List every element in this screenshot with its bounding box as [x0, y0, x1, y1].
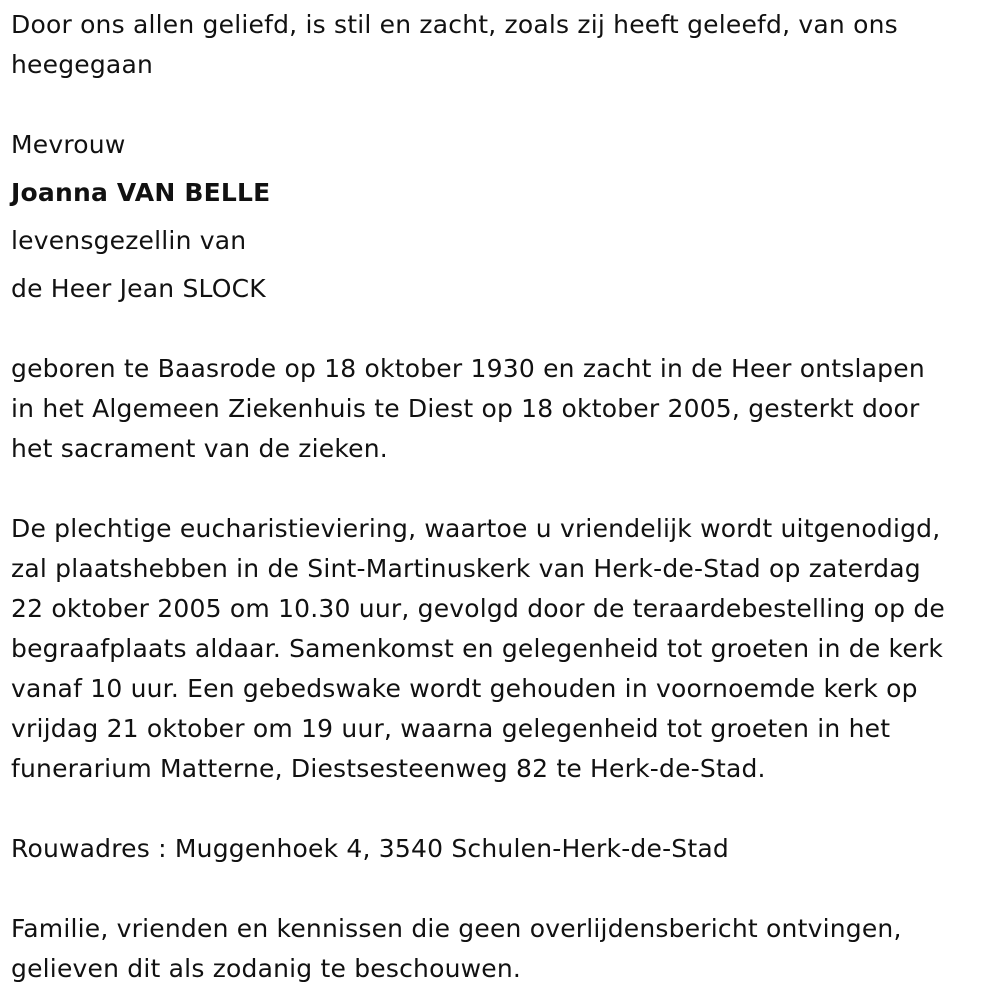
ceremony-line-5: vanaf 10 uur. Een gebedswake wordt gehouden in voornoemde kerk op — [11, 674, 918, 703]
ceremony-line-4: begraafplaats aldaar. Samenkomst en gelegenheid tot groeten in de kerk — [11, 634, 944, 663]
mourning-address: Rouwadres : Muggenhoek 4, 3540 Schulen-Herk-de-Stad — [11, 834, 729, 863]
relation-text: levensgezellin van — [11, 226, 247, 255]
honorific-title: Mevrouw — [11, 130, 126, 159]
ceremony-line-6: vrijdag 21 oktober om 19 uur, waarna gelegenheid tot groeten in het — [11, 714, 891, 743]
intro-line-1: Door ons allen geliefd, is stil en zacht, zoals zij heeft geleefd, van ons — [11, 10, 898, 39]
birth-death-line-2: in het Algemeen Ziekenhuis te Diest op 18 oktober 2005, gesterkt door — [11, 394, 920, 423]
ceremony-line-7: funerarium Matterne, Diestsesteenweg 82 te Herk-de-Stad. — [11, 754, 766, 783]
deceased-name: Joanna VAN BELLE — [11, 178, 271, 207]
birth-death-line-1: geboren te Baasrode op 18 oktober 1930 en zacht in de Heer ontslapen — [11, 354, 925, 383]
ceremony-line-1: De plechtige eucharistieviering, waartoe u vriendelijk wordt uitgenodigd, — [11, 514, 941, 543]
closing-line-2: gelieven dit als zodanig te beschouwen. — [11, 954, 522, 983]
intro-line-2: heegegaan — [11, 50, 154, 79]
partner-name: de Heer Jean SLOCK — [11, 274, 266, 303]
birth-death-line-3: het sacrament van de zieken. — [11, 434, 388, 463]
closing-line-1: Familie, vrienden en kennissen die geen overlijdensbericht ontvingen, — [11, 914, 902, 943]
ceremony-line-2: zal plaatshebben in de Sint-Martinuskerk van Herk-de-Stad op zaterdag — [11, 554, 921, 583]
ceremony-line-3: 22 oktober 2005 om 10.30 uur, gevolgd door de teraardebestelling op de — [11, 594, 946, 623]
